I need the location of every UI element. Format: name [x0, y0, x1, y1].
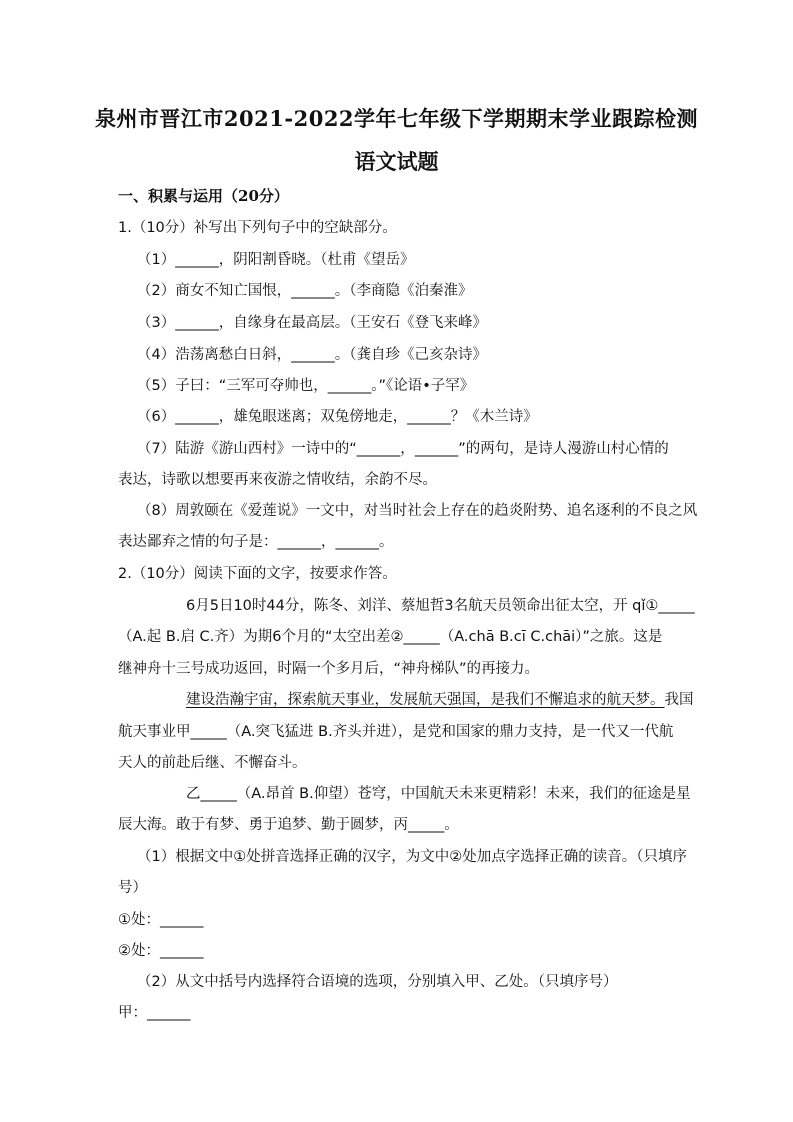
q1-item-8-cont: 表达鄙弃之情的句子是：______，______。: [118, 534, 394, 550]
passage-line: （A.起 B.启 C.齐）为期6个月的“太空出差②_____（A.chā B.cī C.chāi）”之旅。这是: [118, 629, 663, 645]
passage-line: 辰大海。敢于有梦、勇于追梦、勤于圆梦，丙_____。: [118, 817, 459, 833]
q1-item-1: （1）______，阴阳割昏晓。（杜甫《望岳》: [137, 252, 415, 268]
passage-line: 航天事业甲_____（A.突飞猛进 B.齐头并进），是党和国家的鼎力支持，是一代又一代航: [118, 724, 674, 740]
passage-line: 天人的前赴后继、不懈奋斗。: [118, 755, 307, 771]
q1-item-2: （2）商女不知亡国恨，______。（李商隐《泊秦淮》: [137, 283, 473, 299]
q1-item-8: （8）周敦颐在《爱莲说》一文中，对当时社会上存在的趋炎附势、追名逐利的不良之风: [137, 503, 698, 519]
passage-text: 我国: [664, 692, 694, 708]
q1-item-5: （5）子曰：“三军可夺帅也，______。”《论语•子罕》: [137, 378, 475, 394]
q1-item-4: （4）浩荡离愁白日斜，______。（龚自珍《己亥杂诗》: [137, 347, 487, 363]
question-1-stem: 1.（10分）补写出下列句子中的空缺部分。: [118, 220, 397, 236]
answer-blank: ②处：______: [118, 943, 204, 959]
q1-item-3: （3）______，自缘身在最高层。（王安石《登飞来峰》: [137, 315, 487, 331]
passage-line: 6月5日10时44分，陈冬、刘洋、蔡旭哲3名航天员领命出征太空，开 qǐ①_____: [186, 598, 695, 614]
q2-subquestion-1-cont: 号）: [118, 880, 147, 896]
answer-blank: ①处：______: [118, 912, 204, 928]
answer-blank: 甲：______: [118, 1005, 191, 1021]
passage-line: 乙_____（A.昂首 B.仰望）苍穹，中国航天未来更精彩！未来，我们的征途是星: [186, 786, 691, 802]
question-2-stem: 2.（10分）阅读下面的文字，按要求作答。: [118, 566, 397, 582]
q2-subquestion-2: （2）从文中括号内选择符合语境的选项，分别填入甲、乙处。（只填序号）: [137, 974, 618, 990]
q1-item-6: （6）______，雄兔眼迷离；双兔傍地走，______？《木兰诗》: [137, 409, 538, 425]
underlined-sentence: 建设浩瀚宇宙，探索航天事业，发展航天强国，是我们不懈追求的航天梦。: [186, 692, 665, 708]
q1-item-7-cont: 表达，诗歌以想要再来夜游之情收结，余韵不尽。: [118, 472, 437, 488]
passage-line: [186, 690, 694, 710]
q2-subquestion-1: （1）根据文中①处拼音选择正确的汉字，为文中②处加点字选择正确的读音。（只填序: [137, 849, 687, 865]
section-heading: 一、积累与运用（20分）: [118, 187, 289, 205]
q1-item-7: （7）陆游《游山西村》一诗中的“______，______”的两句，是诗人漫游山村心情的: [137, 441, 669, 457]
passage-line: 继神舟十三号成功返回，时隔一个多月后，“神舟梯队”的再接力。: [118, 661, 540, 677]
exam-subtitle: 语文试题: [354, 149, 439, 174]
exam-title: 泉州市晋江市2021-2022学年七年级下学期期末学业跟踪检测: [94, 106, 699, 131]
